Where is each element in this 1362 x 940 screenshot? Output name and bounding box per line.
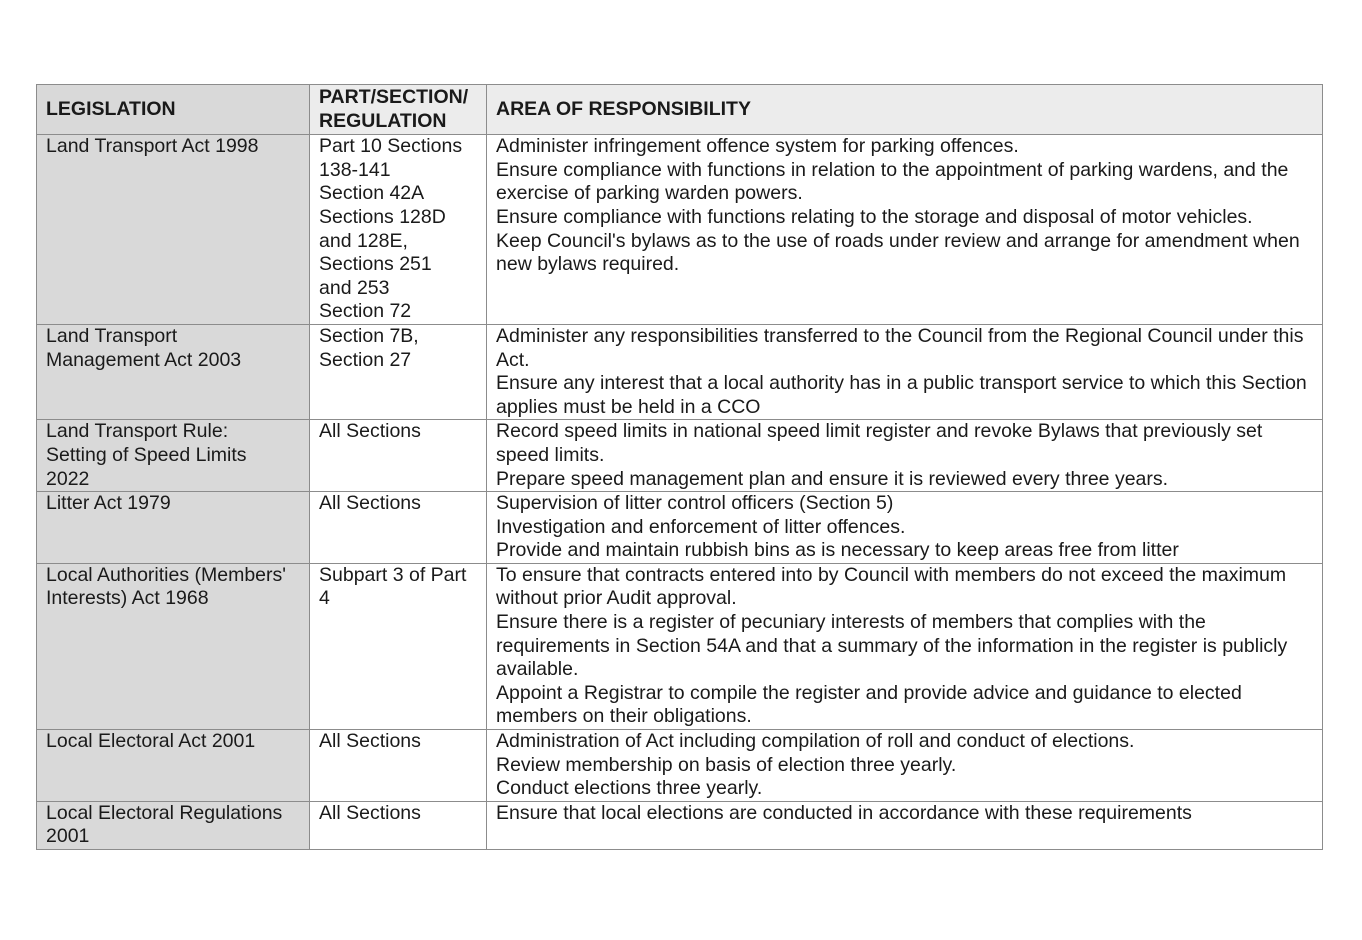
table-row (37, 324, 1323, 419)
responsibility-line: To ensure that contracts entered into by Council with members do not exceed the maximum without prior Audit approval. (496, 563, 1287, 610)
table-row (37, 492, 1323, 564)
responsibility-line: Ensure compliance with functions in relation to the appointment of parking wardens, and the exercise of parking warden powers. (496, 158, 1289, 205)
section-line: Subpart 3 of Part (319, 563, 467, 586)
section-line: All Sections (319, 420, 421, 443)
section-line: Section 27 (319, 348, 412, 371)
part-section-cell (310, 563, 487, 729)
header-part-section-line2: REGULATION (319, 109, 447, 132)
responsibility-cell (487, 563, 1323, 729)
section-line: Part 10 Sections (319, 135, 463, 158)
section-line: All Sections (319, 801, 421, 824)
table-header-row (37, 85, 1323, 135)
section-line: Sections 251 (319, 253, 432, 276)
responsibility-line: Record speed limits in national speed limit register and revoke Bylaws that previously set speed limits. (496, 420, 1263, 466)
section-line: 4 (319, 587, 330, 610)
table-body (37, 135, 1323, 850)
responsibility-line: Supervision of litter control officers (Section 5) (496, 492, 894, 515)
legislation-cell (37, 730, 310, 802)
legislation-line: Management Act 2003 (46, 348, 242, 371)
responsibility-cell (487, 492, 1323, 564)
legislation-line: 2022 (46, 467, 90, 490)
legislation-cell (37, 135, 310, 325)
table-row (37, 420, 1323, 492)
header-area-of-responsibility: AREA OF RESPONSIBILITY (487, 85, 1323, 135)
legislation-line: Land Transport Act 1998 (46, 135, 259, 158)
legislation-line: Land Transport (46, 324, 178, 347)
responsibility-line: Ensure any interest that a local authority has in a public transport service to which this Section applies must be held in a CCO (496, 372, 1307, 418)
header-part-section-line1: PART/SECTION/ (319, 86, 469, 108)
responsibility-line: Administer infringement offence system for parking offences. (496, 135, 1019, 158)
section-line: Section 42A (319, 182, 425, 205)
legislation-line: Local Electoral Regulations (46, 801, 283, 824)
header-legislation: LEGISLATION (37, 85, 310, 135)
legislation-cell (37, 420, 310, 492)
responsibility-line: Ensure compliance with functions relating to the storage and disposal of motor vehicles. (496, 205, 1253, 228)
responsibility-line: Prepare speed management plan and ensure it is reviewed every three years. (496, 467, 1169, 490)
legislation-line: Litter Act 1979 (46, 492, 171, 515)
responsibility-cell (487, 801, 1323, 849)
responsibility-cell (487, 730, 1323, 802)
responsibility-line: Review membership on basis of election three yearly. (496, 753, 957, 776)
responsibility-line: Ensure that local elections are conducted in accordance with these requirements (496, 801, 1192, 824)
part-section-cell (310, 420, 487, 492)
legislation-line: Local Electoral Act 2001 (46, 730, 256, 753)
responsibility-line: Appoint a Registrar to compile the register and provide advice and guidance to elected members on their obligations. (496, 681, 1242, 728)
legislation-cell (37, 492, 310, 564)
responsibility-line: Administer any responsibilities transferred to the Council from the Regional Council under this Act. (496, 324, 1304, 371)
legislation-line: Setting of Speed Limits (46, 443, 247, 466)
section-line: Sections 128D (319, 205, 446, 228)
header-part-section (310, 85, 487, 135)
legislation-table (36, 84, 1323, 850)
legislation-line: Local Authorities (Members' (46, 563, 286, 586)
table-row (37, 730, 1323, 802)
responsibility-line: Administration of Act including compilation of roll and conduct of elections. (496, 730, 1135, 753)
part-section-cell (310, 730, 487, 802)
responsibility-line: Investigation and enforcement of litter offences. (496, 515, 906, 538)
section-line: and 128E, (319, 229, 408, 252)
legislation-line: 2001 (46, 825, 90, 848)
legislation-cell (37, 324, 310, 419)
responsibility-cell (487, 420, 1323, 492)
section-line: and 253 (319, 276, 390, 299)
responsibility-cell (487, 135, 1323, 325)
section-line: Section 7B, (319, 324, 419, 347)
responsibility-line: Provide and maintain rubbish bins as is necessary to keep areas free from litter (496, 539, 1179, 562)
part-section-cell (310, 801, 487, 849)
legislation-cell (37, 563, 310, 729)
table-row (37, 563, 1323, 729)
legislation-cell (37, 801, 310, 849)
responsibility-cell (487, 324, 1323, 419)
section-line: 138-141 (319, 158, 391, 181)
responsibility-line: Keep Council's bylaws as to the use of roads under review and arrange for amendment when new bylaws required. (496, 229, 1300, 276)
responsibility-line: Conduct elections three yearly. (496, 777, 763, 800)
part-section-cell (310, 492, 487, 564)
part-section-cell (310, 324, 487, 419)
table-row (37, 135, 1323, 325)
section-line: All Sections (319, 730, 421, 753)
legislation-line: Interests) Act 1968 (46, 587, 209, 610)
responsibility-line: Ensure there is a register of pecuniary interests of members that complies with the requirements in Section 54A and that a summary of the information in the register is publicly available. (496, 611, 1288, 681)
legislation-line: Land Transport Rule: (46, 420, 229, 443)
section-line: Section 72 (319, 300, 412, 323)
part-section-cell (310, 135, 487, 325)
table-row (37, 801, 1323, 849)
section-line: All Sections (319, 492, 421, 515)
